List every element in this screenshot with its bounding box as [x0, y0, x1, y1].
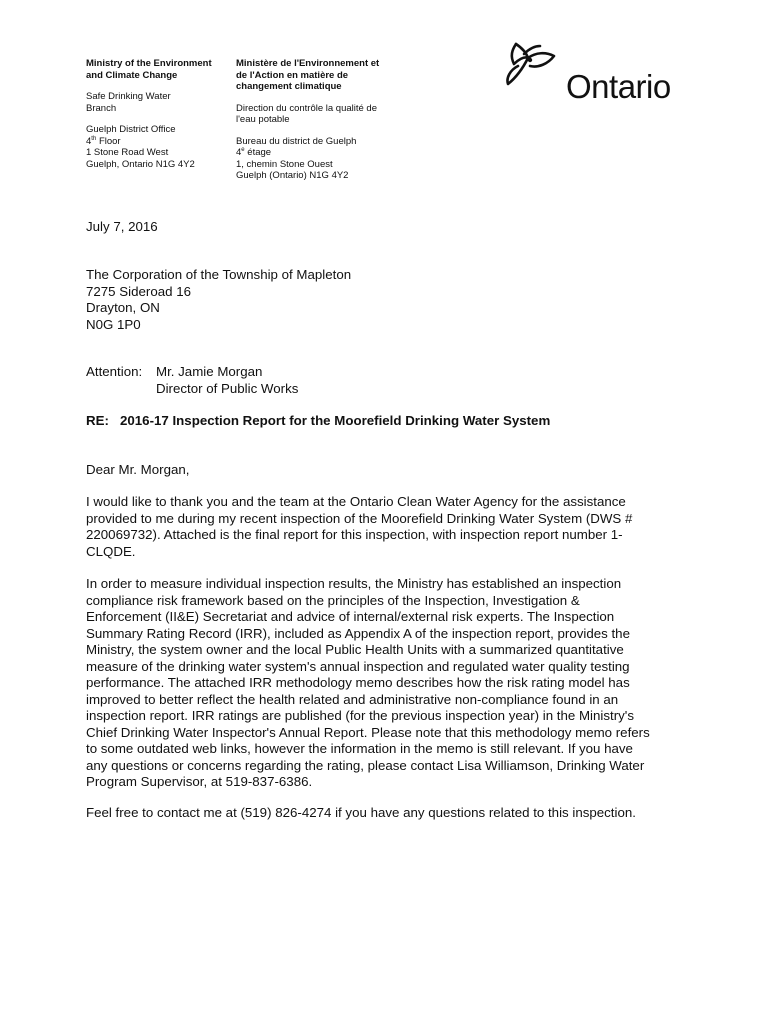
ministry-name-fr: Ministère de l'Environnement et de l'Action en matière de changement climatique [236, 58, 380, 92]
re-text: 2016-17 Inspection Report for the Moorefield Drinking Water System [120, 413, 551, 428]
paragraph-1: I would like to thank you and the team at the Ontario Clean Water Agency for the assistance provided to me during my recent inspection of the Moorefield Drinking Water System (DWS # 220069732). Attached is the final report for this inspection, with inspection report number 1- CLQDE. [86, 494, 633, 559]
header-french [236, 58, 416, 192]
paragraph-2: In order to measure individual inspection results, the Ministry has established an inspection compliance risk framework based on the principles of the Inspection, Investigation & Enforcement (II&E) Secretariat and advice of internal/external risk experts. The Inspection Summary Rating Record (IRR), included as Appendix A of the inspection report, provides the Ministry, the system owner and the local Public Health Units with a summarized quantitative measure of the drinking water system's annual inspection and regulated water quality testing performance. The attached IRR methodology memo describes how the risk rating model has improved to better reflect the health related and administrative non-compliance found in an inspection report. IRR ratings are published (for the previous inspection year) in the Ministry's Chief Drinking Water Inspector's Annual Report. Please note that this methodology memo refers to some outdated web links, however the information in the memo is still relevant. If you have any questions or concerns regarding the rating, please contact Lisa Williamson, Drinking Water Program Supervisor, at 519-837-6386. [86, 576, 650, 789]
salutation: Dear Mr. Morgan, [86, 462, 190, 477]
attention-block [86, 364, 686, 397]
office-address-fr: Bureau du district de Guelph 4e étage 1, chemin Stone Ouest Guelph (Ontario) N1G 4Y2 [236, 136, 416, 182]
office-address-en: Guelph District Office 4th Floor 1 Stone Road West Guelph, Ontario N1G 4Y2 [86, 124, 226, 170]
attention-name: Mr. Jamie Morgan [156, 364, 263, 379]
office-floor-fr: 4e étage [236, 146, 272, 158]
attention-label: Attention: [86, 364, 143, 379]
subject-line [86, 413, 686, 430]
branch-name-en: Safe Drinking Water Branch [86, 91, 171, 114]
header-english [86, 58, 226, 180]
ontario-wordmark: Ontario [566, 68, 671, 105]
letter-date: July 7, 2016 [86, 219, 158, 234]
re-label: RE: [86, 413, 109, 428]
ministry-name-en: Ministry of the Environment and Climate Change [86, 58, 212, 81]
attention-title: Director of Public Works [156, 380, 299, 396]
paragraph-3: Feel free to contact me at (519) 826-4274 if you have any questions related to this inspection. [86, 805, 636, 820]
branch-name-fr: Direction du contrôle la qualité de l'eau potable [236, 102, 378, 125]
recipient-address: The Corporation of the Township of Mapleton 7275 Sideroad 16 Drayton, ON N0G 1P0 [86, 267, 352, 332]
office-floor-en: 4th Floor [86, 135, 121, 147]
